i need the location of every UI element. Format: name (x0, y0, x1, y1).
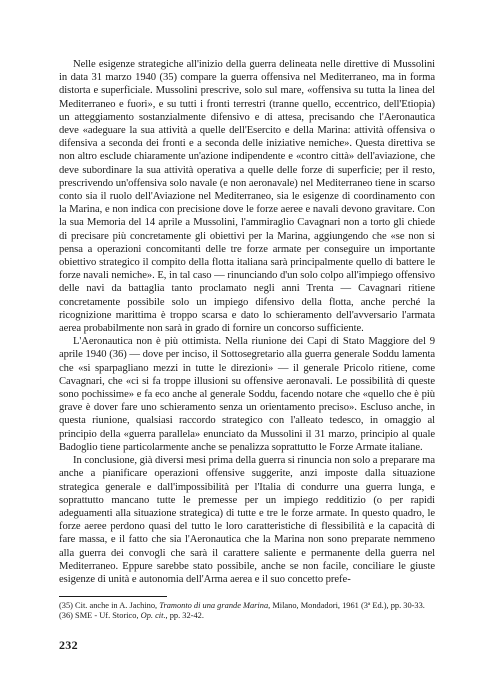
page-number: 232 (59, 638, 78, 652)
paragraph-1: Nelle esigenze strategiche all'inizio della guerra delineata nelle direttive di Mussolini in data 31 marzo 1940 (35) compare la guerra offensiva nel Mediterraneo, ma in forma distorta e superficiale. Mussolini prescrive, solo sul mare, «offensiva su tutta la linea del Mediterraneo e fuori», e su tutti i fronti terrestri (tranne quello, eccentrico, dell'Etiopia) un atteggiamento sostanzialmente difensivo e di attesa, precisando che l'Aeronautica deve «adeguare la sua attività a quelle dell'Esercito e della Marina: attività offensiva o difensiva a seconda dei fronti e a seconda delle iniziative nemiche». Questa direttiva se non altro esclude chiaramente un'azione indipendente e «contro città» dell'aviazione, che deve subordinare la sua attività operativa a quelle delle forze di superficie; per il resto, prescrivendo un'offensiva solo navale (e non aeronavale) nel Mediterraneo tiene in scarso conto sia il ruolo dell'Aviazione nel Mediterraneo, sia le esigenze di coordinamento con la Marina, e non indica con precisione dove le forze aeree e navali devono gravitare. Con la sua Memoria del 14 aprile a Mussolini, l'ammiraglio Cavagnari non a torto gli chiede di precisare più concretamente gli obiettivi per la Marina, aggiungendo che «se non si pensa a operazioni concomitanti delle tre forze armate per conseguire un importante obiettivo strategico il compito della flotta italiana sarà principalmente quello di battere le forze navali nemiche». E, in tal caso — rinunciando d'un solo colpo all'impiego offensivo delle navi da battaglia tanto proclamato negli anni Trenta — Cavagnari ritiene concretamente possibile solo un impiego difensivo della flotta, anche perché la ricognizione marittima è troppo scarsa e dato lo schieramento dell'avversario l'armata aerea probabilmente non sarà in grado di fornire un concorso sufficiente. (59, 59, 435, 335)
footnote-mark: (36) (59, 611, 73, 621)
footnote-text: , Milano, Mondadori, 1961 (3ª Ed.), pp. 30-33. (268, 601, 425, 610)
footnote-divider (59, 596, 167, 597)
footnote-mark: (35) (59, 601, 73, 610)
footnote-35 (59, 601, 435, 611)
footnote-title: Op. cit. (140, 611, 166, 621)
main-text (59, 58, 435, 586)
footnote-text: , pp. 32-42. (165, 611, 204, 621)
footnote-36 (59, 611, 435, 621)
footnote-title: Tramonto di una grande Marina (159, 601, 269, 610)
paragraph-2: L'Aeronautica non è più ottimista. Nella riunione dei Capi di Stato Maggiore del 9 aprile 1940 (36) — dove per inciso, il Sottosegretario alla guerra generale Soddu lamenta che «si sparpagliano mezzi in tutte le direzioni» — il generale Pricolo ritiene, come Cavagnari, che «ci si fa troppe illusioni su offensive aeronavali. Le possibilità di queste sono pochissime» e fa eco anche al generale Soddu, facendo notare che «quello che è più grave è dover fare uno schieramento senza un orientamento preciso». Escluso anche, in questa riunione, qualsiasi raccordo strategico con l'alleato tedesco, in omaggio al principio della «guerra parallela» enunciato da Mussolini il 31 marzo, principio al quale Badoglio tiene particolarmente anche se penalizza soprattutto le Forze Armate italiane. (59, 336, 435, 453)
footnotes (59, 601, 435, 622)
paragraph-3: In conclusione, già diversi mesi prima della guerra si rinuncia non solo a preparare ma anche a pianificare operazioni offensive suggerite, anzi imposte dalla situazione strategica generale e dall'impossibilità per l'Italia di condurre una guerra lunga, e soprattutto mancano tutte le premesse per un impiego redditizio (o per rapidi adeguamenti alla situazione strategica) di tutte e tre le forze armate. In questo quadro, le forze aeree perdono quasi del tutto le loro caratteristiche di flessibilità e la capacità di fare massa, e il fatto che sia l'Aeronautica che la Marina non sono preparate nemmeno alla guerra dei convogli che sarà il carattere saliente e permanente della guerra nel Mediterraneo. Eppure sarebbe stato possibile, anche se non facile, conciliare le giuste esigenze di unità e autonomia dell'Arma aerea e il suo concetto prefe- (59, 455, 435, 585)
footnote-text: SME - Uf. Storico, (75, 611, 141, 621)
footnote-text: Cit. anche in A. Jachino, (75, 601, 160, 610)
